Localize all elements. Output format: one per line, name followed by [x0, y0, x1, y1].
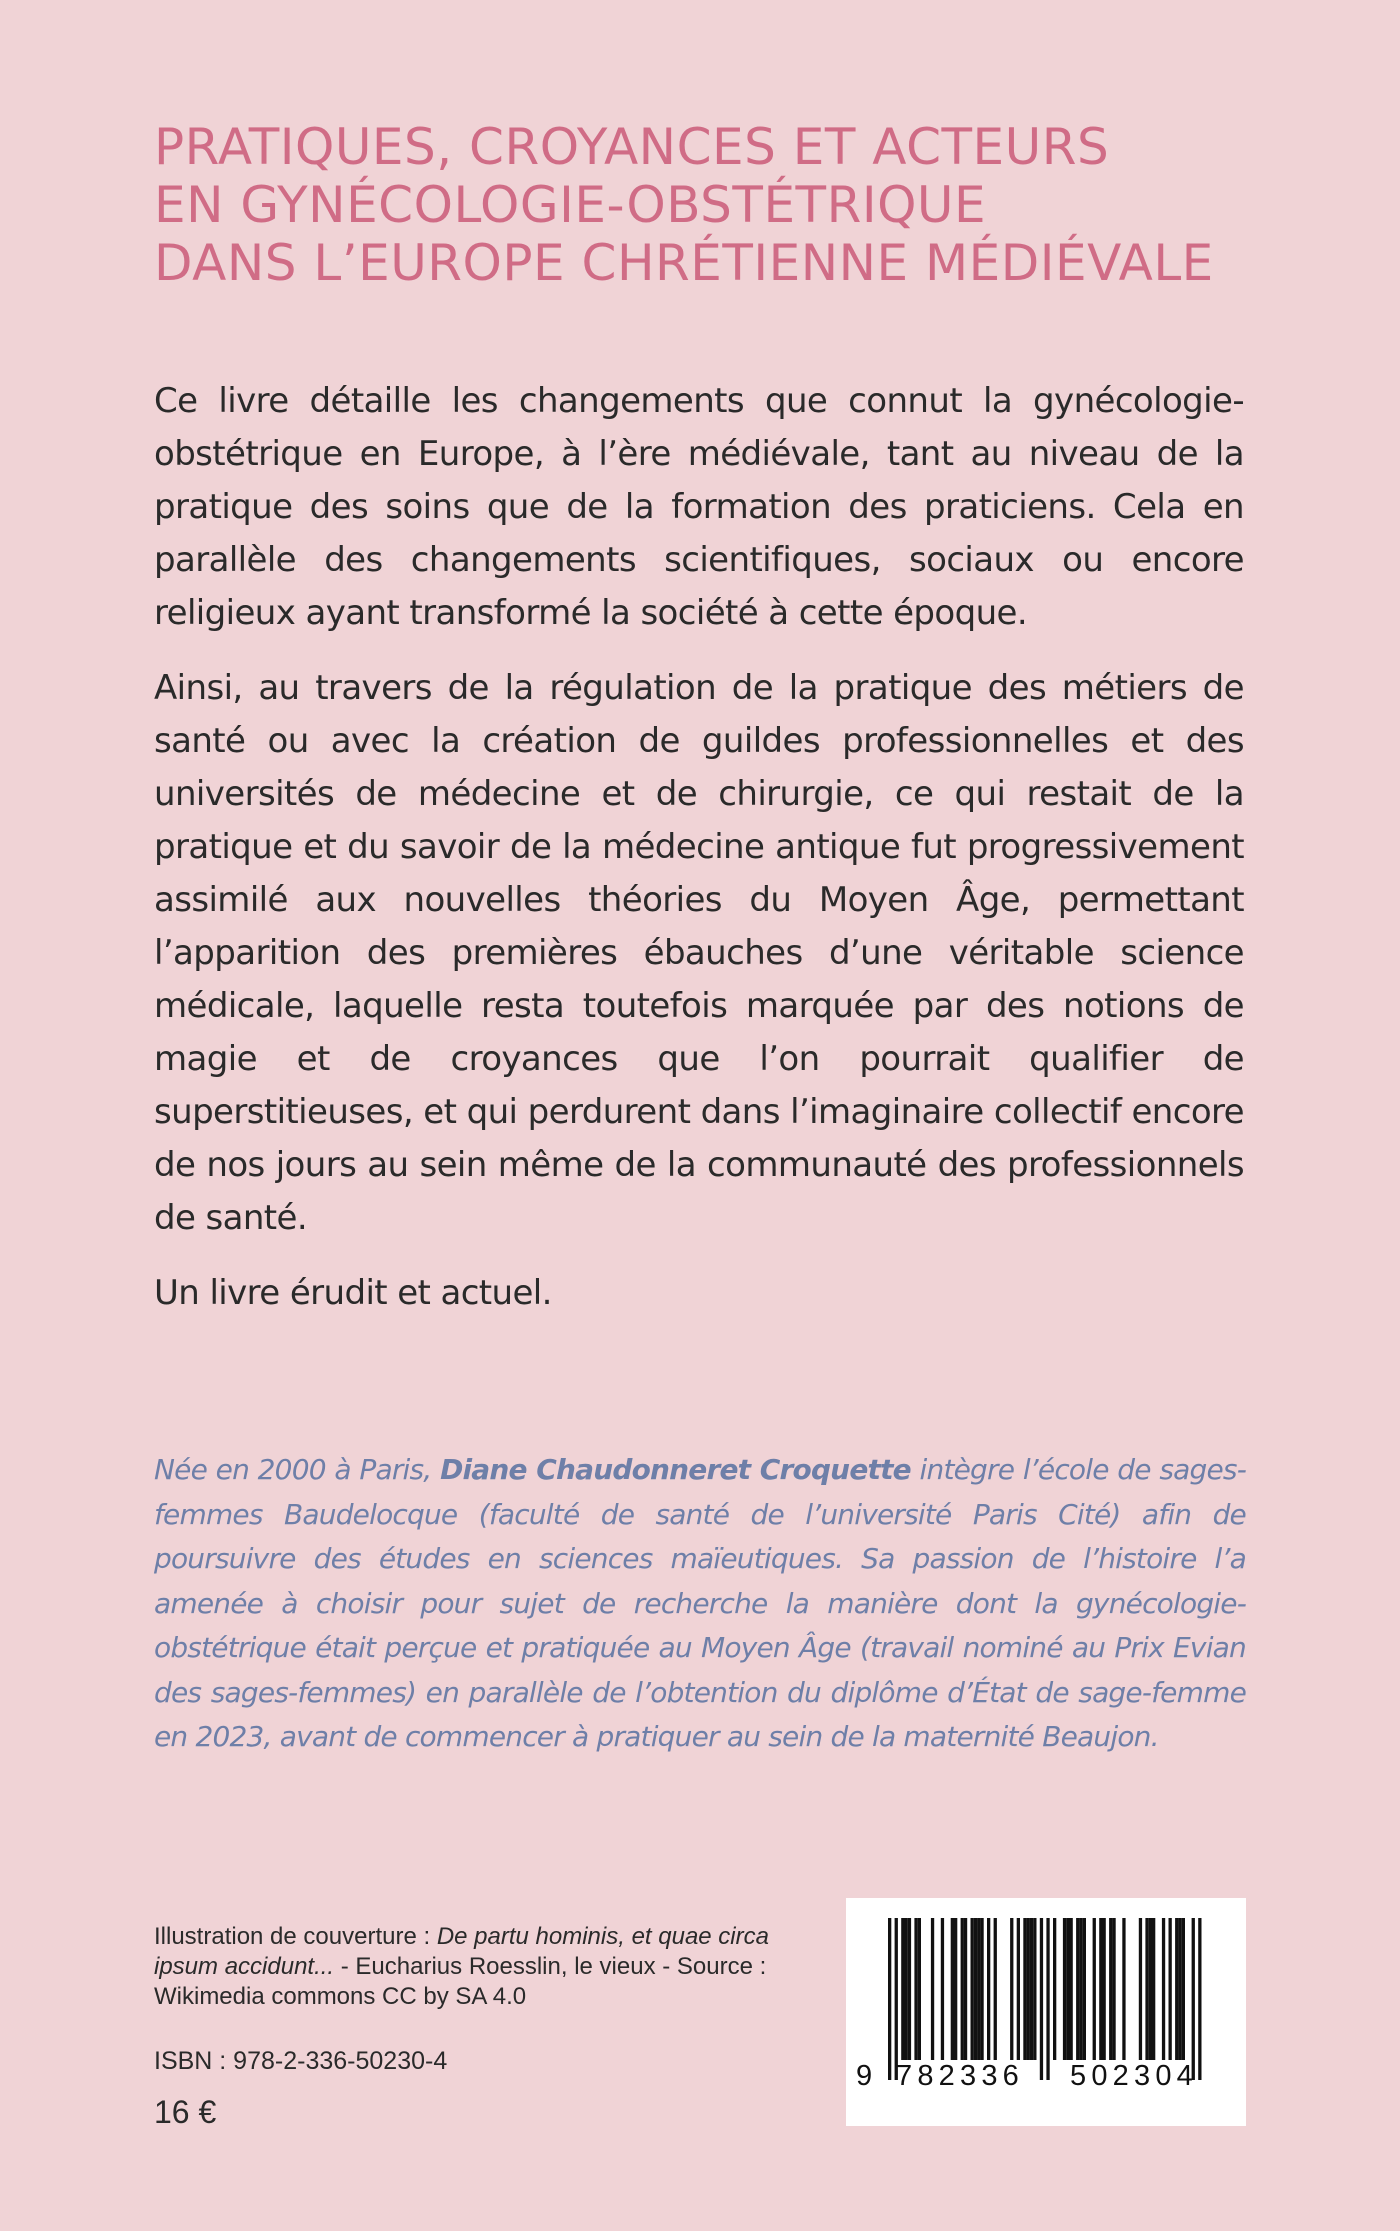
barcode-bar — [964, 1918, 967, 2060]
bio-intro: Née en 2000 à Paris, — [154, 1453, 441, 1486]
barcode-bar — [1152, 1918, 1155, 2060]
barcode-bar — [1010, 1918, 1013, 2060]
barcode — [846, 1898, 1246, 2126]
barcode-guard-bar — [1040, 1918, 1043, 2080]
credit-work-title: De partu hominis, et quae circa ipsum accidunt... — [154, 1923, 769, 1980]
barcode-left-group: 782336 — [896, 2060, 1024, 2092]
barcode-bar — [905, 1918, 908, 2060]
title-line-1: PRATIQUES, CROYANCES ET ACTEURS — [154, 118, 1110, 176]
cover-credit — [154, 1922, 794, 2012]
barcode-bar — [1112, 1918, 1115, 2060]
barcode-bar — [908, 1918, 911, 2060]
barcode-bar — [1099, 1918, 1102, 2060]
barcode-bar — [1093, 1918, 1096, 2060]
barcode-guard-bar — [1046, 1918, 1049, 2080]
barcode-bar — [1178, 1918, 1181, 2060]
barcode-bar — [951, 1918, 954, 2060]
barcode-bar — [1139, 1918, 1142, 2060]
barcode-guard-bar — [1192, 1918, 1195, 2080]
summary-paragraph-3: Un livre érudit et actuel. — [154, 1273, 552, 1313]
barcode-bar — [1053, 1918, 1056, 2060]
barcode-guard-bar — [1198, 1918, 1201, 2080]
summary — [154, 375, 1244, 1342]
author-name: Diane Chaudonneret Croquette — [440, 1453, 911, 1486]
barcode-bar — [1023, 1918, 1026, 2060]
price: 16 € — [154, 2094, 217, 2130]
title-line-3: DANS L’EUROPE CHRÉTIENNE MÉDIÉVALE — [154, 234, 1214, 292]
barcode-bar — [1169, 1918, 1172, 2060]
barcode-bar — [974, 1918, 977, 2060]
barcode-bar — [1027, 1918, 1030, 2060]
barcode-first-digit: 9 — [856, 2060, 873, 2092]
barcode-bar — [1162, 1918, 1165, 2060]
barcode-bar — [954, 1918, 957, 2060]
barcode-bar — [931, 1918, 934, 2060]
barcode-bar — [977, 1918, 980, 2060]
barcode-guard-bar — [895, 1918, 898, 2080]
barcode-bar — [1076, 1918, 1079, 2060]
barcode-bar — [918, 1918, 921, 2060]
barcode-bar — [1103, 1918, 1106, 2060]
barcode-bar — [1079, 1918, 1082, 2060]
barcode-bar — [961, 1918, 964, 2060]
barcode-bar — [914, 1918, 917, 2060]
title-line-2: EN GYNÉCOLOGIE-OBSTÉTRIQUE — [154, 176, 987, 234]
author-bio — [154, 1448, 1246, 1760]
barcode-bar — [994, 1918, 997, 2060]
credit-suffix: - Eucharius Roesslin, le vieux - Source : Wikimedia commons CC by SA 4.0 — [154, 1953, 767, 2010]
barcode-bar — [987, 1918, 990, 2060]
barcode-bar — [1063, 1918, 1066, 2060]
barcode-bar — [1030, 1918, 1033, 2060]
barcode-bar — [1175, 1918, 1178, 2060]
summary-paragraph-1: Ce livre détaille les changements que connut la gynécologie-obstétrique en Europe, à l’ère médiévale, tant au niveau de la pratique des soins que de la formation des praticiens. Cela en parallèle des changements scientifiques, sociaux ou encore religieux ayant transformé la société à cette époque. — [154, 381, 1244, 633]
barcode-bar — [1017, 1918, 1020, 2060]
isbn: ISBN : 978-2-336-50230-4 — [154, 2047, 448, 2075]
barcode-right-group: 502304 — [1070, 2060, 1198, 2092]
barcode-bar — [1182, 1918, 1185, 2060]
barcode-guard-bar — [888, 1918, 891, 2080]
book-title — [154, 118, 1274, 292]
barcode-bar — [1033, 1918, 1036, 2060]
barcode-bar — [1083, 1918, 1086, 2060]
barcode-bar — [971, 1918, 974, 2060]
barcode-bar — [941, 1918, 944, 2060]
barcode-bar — [1066, 1918, 1069, 2060]
barcode-bar — [1109, 1918, 1112, 2060]
barcode-bar — [980, 1918, 983, 2060]
barcode-bar — [1145, 1918, 1148, 2060]
summary-paragraph-2: Ainsi, au travers de la régulation de la pratique des métiers de santé ou avec la création de guildes professionnelles et des universités de médecine et de chirurgie, ce qui restait de la pratique et du savoir de la médecine antique fut progressivement assimilé aux nouvelles théories du Moyen Âge, permettant l’apparition des premières ébauches d’une véritable science médicale, laquelle resta toutefois marquée par des notions de magie et de croyances que l’on pourrait qualifier de superstitieuses, et qui perdurent dans l’imaginaire collectif encore de nos jours au sein même de la communauté des professionnels de santé. — [154, 668, 1244, 1238]
barcode-bar — [1122, 1918, 1125, 2060]
barcode-bar — [1149, 1918, 1152, 2060]
credit-prefix: Illustration de couverture : — [154, 1923, 437, 1950]
barcode-bar — [1070, 1918, 1073, 2060]
bio-text: intègre l’école de sages-femmes Baudelocque (faculté de santé de l’université Paris Cité) afin de poursuivre des études en sciences maïeutiques. Sa passion de l’histoire l’a amenée à choisir pour sujet de recherche la manière dont la gynécologie-obstétrique était perçue et pratiquée au Moyen Âge (travail nominé au Prix Evian des sages-femmes) en parallèle de l’obtention du diplôme d’État de sage-femme en 2023, avant de commencer à pratiquer au sein de la maternité Beaujon. — [154, 1453, 1246, 1753]
barcode-bar — [901, 1918, 904, 2060]
